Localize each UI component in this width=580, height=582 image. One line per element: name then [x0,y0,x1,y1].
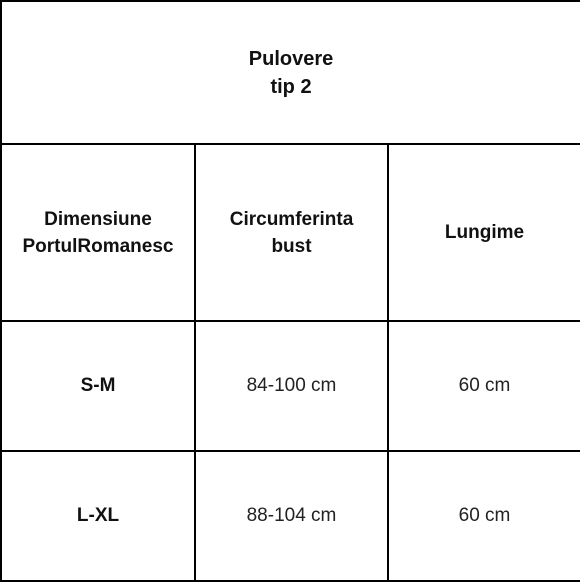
title-cell [1,1,580,144]
length-cell [388,451,580,581]
length-value: 60 cm [458,505,511,526]
table-row [1,321,580,451]
length-cell [388,321,580,451]
table-title: Pulovere tip 2 [248,47,334,98]
size-value: S-M [80,375,116,396]
bust-cell [195,321,388,451]
header-size-label: Dimensiune PortulRomanesc [22,208,174,257]
header-length-label: Lungime [444,222,525,243]
header-cell-size [1,144,195,321]
header-cell-bust [195,144,388,321]
bust-value: 84-100 cm [246,375,337,396]
header-bust-label: Circumferinta bust [229,208,354,257]
size-value: L-XL [76,505,120,526]
table-row [1,451,580,581]
size-cell [1,451,195,581]
title-row [1,1,580,144]
header-cell-length [388,144,580,321]
length-value: 60 cm [458,375,511,396]
bust-value: 88-104 cm [246,505,337,526]
size-cell [1,321,195,451]
bust-cell [195,451,388,581]
header-row [1,144,580,321]
